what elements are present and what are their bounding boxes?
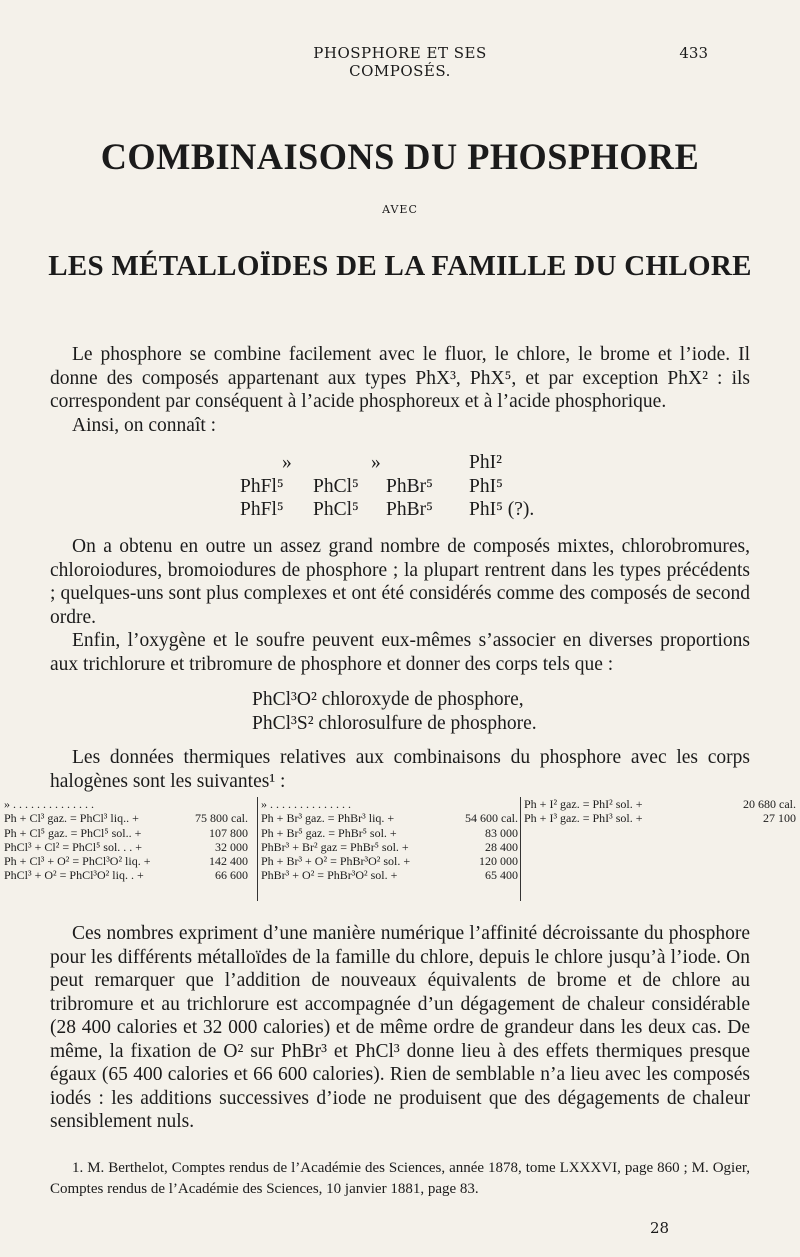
table-cell-value: 83 000	[485, 825, 518, 840]
formula-cell: PhI⁵	[469, 475, 503, 497]
table-cell-value: 32 000	[215, 839, 248, 854]
page-number: 433	[679, 44, 708, 62]
formula-row	[240, 451, 549, 475]
table-row	[4, 854, 248, 868]
mixed-compounds-paragraph	[50, 535, 750, 676]
paragraph-text: On a obtenu en outre un assez grand nombre de composés mixtes, chlorobromures, chloroiodures, bromoiodures de phosphore ; la plupart rentrent dans les types précédents ; quelques-uns sont plus complexes et ont été considérés comme des composés de second ordre.	[50, 536, 750, 628]
table-cell-reaction: » . . . . . . . . . . . . . .	[4, 797, 94, 811]
table-row	[4, 840, 248, 854]
table-cell-value: 66 600	[215, 868, 248, 883]
table-cell-reaction: Ph + Cl³ + O² = PhCl³O² liq. +	[4, 854, 151, 869]
table-cell-reaction: PhCl³ + Cl² = PhCl⁵ sol. . . +	[4, 839, 143, 854]
paragraph-text: Ces nombres expriment d’une manière numérique l’affinité décroissante du phosphore pour les différents métalloïdes de la famille du chlore, depuis le chlore jusqu’à l’iode. On peut remarquer que l’addition de nouveaux équivalents de brome et de chlore au tribromure et au trichlorure est accompagnée d’un dégagement de chaleur considérable (28 400 calories et 32 000 calories) et de même ordre de grandeur dans les deux cas. De même, la fixation de O² sur PhBr³ et PhCl³ donne lieu à des effets thermiques presque égaux (65 400 calories et 66 600 calories). Rien de semblable n’a lieu avec les composés iodés : les additions successives d’iode ne produisent que des dégagements de chaleur sensiblement nuls.	[50, 923, 750, 1132]
formula-cell: PhFl⁵	[240, 475, 284, 497]
formula-row	[240, 498, 549, 522]
table-row	[4, 797, 248, 811]
table-row	[4, 811, 248, 825]
formula-cell: PhCl⁵	[313, 499, 359, 520]
table-cell-reaction: Ph + Cl⁵ gaz. = PhCl⁵ sol.. +	[4, 825, 142, 840]
table-cell-value: 120 000	[479, 854, 518, 869]
table-cell-reaction: Ph + Br³ + O² = PhBr³O² sol. +	[261, 854, 411, 869]
table-cell-reaction: Ph + I² gaz. = PhI² sol. +	[524, 797, 643, 811]
formula-grid	[240, 451, 549, 522]
title-connector: AVEC	[382, 203, 418, 216]
formula-row	[240, 475, 549, 499]
table-column-iodine	[520, 797, 796, 901]
table-row	[261, 811, 518, 825]
paragraph-text: Enfin, l’oxygène et le soufre peuvent eux-mêmes s’associer en diverses proportions aux trichlorure et tribromure de phosphore et donner des corps tels que :	[50, 630, 750, 675]
table-cell-reaction: Ph + I³ gaz. = PhI³ sol. +	[524, 811, 643, 826]
formula-cell: PhI²	[469, 452, 502, 473]
compound-list	[252, 688, 537, 735]
compound-line: PhCl³O² chloroxyde de phosphore,	[252, 689, 524, 710]
formula-cell: PhBr⁵	[386, 499, 433, 520]
formula-cell: »	[371, 452, 381, 473]
running-title: PHOSPHORE ET SES COMPOSÉS.	[313, 44, 487, 80]
formula-cell: »	[282, 452, 292, 473]
table-cell-reaction: Ph + Cl³ gaz. = PhCl³ liq.. +	[4, 811, 139, 826]
chapter-title: COMBINAISONS DU PHOSPHORE	[100, 137, 700, 178]
table-cell-reaction: PhBr³ + O² = PhBr³O² sol. +	[261, 868, 398, 883]
formula-cell: PhFl⁵	[240, 499, 284, 520]
thermal-intro-paragraph	[50, 746, 750, 793]
footnote-text: 1. M. Berthelot, Comptes rendus de l’Académie des Sciences, année 1878, tome LXXXVI, page 860 ; M. Ogier, Comptes rendus de l’Académie des Sciences, 10 janvier 1881, page 83.	[50, 1160, 750, 1197]
signature-mark: 28	[650, 1219, 670, 1237]
table-cell-value: 65 400	[485, 868, 518, 883]
table-cell-value: 28 400	[485, 839, 518, 854]
ainsi-text: Ainsi, on connaît :	[72, 414, 217, 436]
table-cell-reaction: Ph + Br³ gaz. = PhBr³ liq. +	[261, 811, 395, 826]
chapter-subtitle: LES MÉTALLOÏDES DE LA FAMILLE DU CHLORE	[48, 250, 752, 282]
table-cell-reaction: PhBr³ + Br² gaz = PhBr⁵ sol. +	[261, 839, 409, 854]
formula-cell	[386, 451, 469, 475]
table-row	[261, 868, 518, 882]
formula-cell: PhBr⁵	[386, 475, 433, 497]
table-cell-value: 142 400	[209, 854, 248, 869]
formula-cell: PhCl⁵	[313, 475, 359, 497]
table-cell-value: 27 100	[763, 811, 796, 826]
conclusion-paragraph	[50, 922, 750, 1134]
table-cell-reaction: PhCl³ + O² = PhCl³O² liq. . +	[4, 868, 144, 883]
intro-paragraph	[50, 343, 750, 437]
formula-cell: PhI⁵ (?).	[469, 499, 535, 520]
table-row	[4, 868, 248, 882]
intro-text: Le phosphore se combine facilement avec le fluor, le chlore, le brome et l’iode. Il donne des composés appartenant aux types PhX³, PhX⁵, et par exception PhX² : ils correspondent par conséquent à l’acide phosphoreux et à l’acide phosphorique.	[50, 344, 750, 412]
table-cell-value: 20 680 cal.	[743, 797, 796, 811]
table-row	[4, 826, 248, 840]
footnote	[50, 1158, 750, 1200]
table-cell-value: 75 800 cal.	[195, 811, 248, 826]
table-row	[261, 854, 518, 868]
compound-line: PhCl³S² chlorosulfure de phosphore.	[252, 712, 537, 734]
thermal-data-table	[4, 797, 794, 901]
table-row	[261, 797, 518, 811]
paragraph-text: Les données thermiques relatives aux combinaisons du phosphore avec les corps halogènes sont les suivantes¹ :	[50, 747, 750, 792]
table-column-chlorine	[4, 797, 248, 901]
table-cell-reaction: Ph + Br⁵ gaz. = PhBr⁵ sol. +	[261, 825, 397, 840]
table-row	[524, 811, 796, 825]
table-row	[261, 826, 518, 840]
table-cell-reaction: » . . . . . . . . . . . . . .	[261, 797, 351, 811]
table-cell-value: 54 600 cal.	[465, 811, 518, 826]
table-column-bromine	[257, 797, 518, 901]
table-cell-value: 107 800	[209, 825, 248, 840]
table-row	[524, 797, 796, 811]
table-row	[261, 840, 518, 854]
